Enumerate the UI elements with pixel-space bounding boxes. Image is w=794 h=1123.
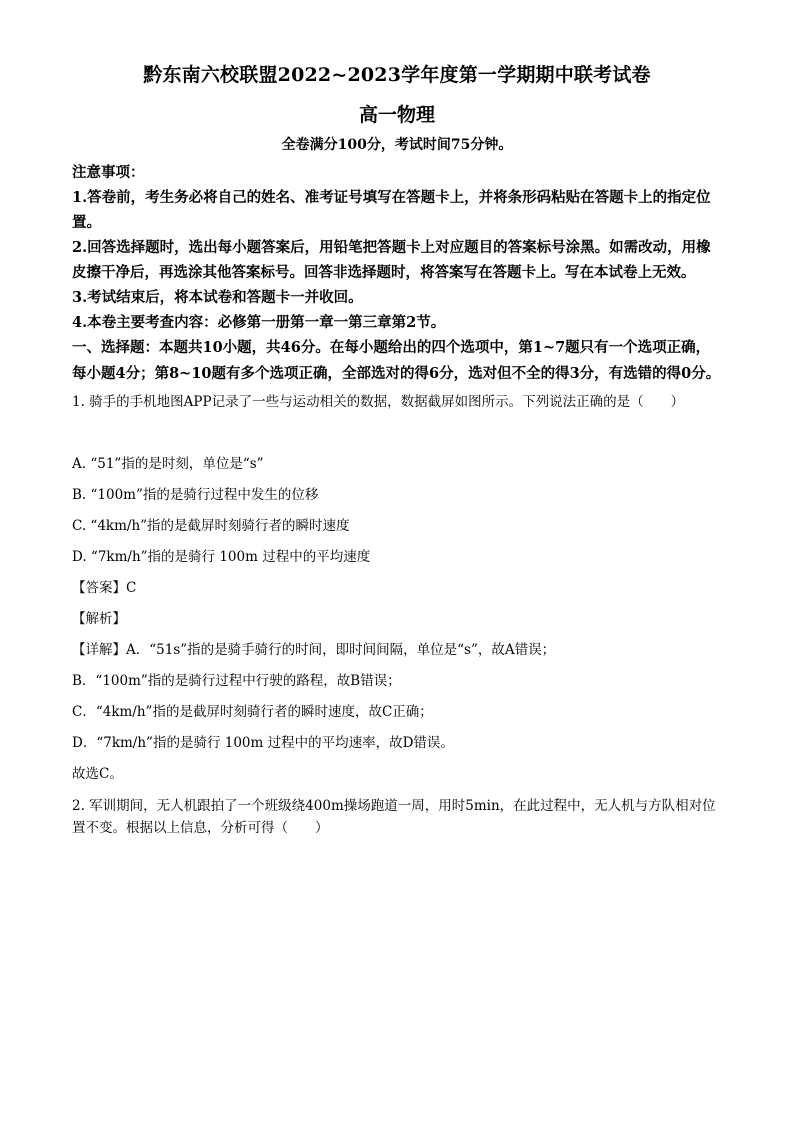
option-d: D. “7km/h”指的是骑行 100m 过程中的平均速度 bbox=[72, 549, 371, 565]
notice-item: 4.本卷主要考查内容：必修第一册第一章一第三章第2节。 bbox=[72, 314, 446, 331]
question-2 bbox=[72, 795, 722, 839]
answer-line: 【答案】C bbox=[72, 580, 137, 596]
question-stem: 1. 骑手的手机地图APP记录了一些与运动相关的数据，数据截屏如图所示。下列说法正确的是（ ） bbox=[72, 394, 685, 410]
score-time-note: 全卷满分100分，考试时间75分钟。 bbox=[281, 137, 513, 153]
option-c: C. “4km/h”指的是截屏时刻骑行者的瞬时速度 bbox=[72, 518, 350, 534]
notice-block bbox=[72, 160, 722, 335]
option-a: A. “51”指的是时刻，单位是“s” bbox=[72, 456, 264, 472]
option-b: B. “100m”指的是骑行过程中发生的位移 bbox=[72, 487, 319, 503]
subject-title: 高一物理 bbox=[358, 104, 435, 126]
detail-line: B．“100m”指的是骑行过程中行驶的路程，故B错误； bbox=[72, 673, 401, 689]
question-stem: 2. 军训期间，无人机跟拍了一个班级绕400m操场跑道一周，用时5min，在此过程中，无人机与方队相对位置不变。根据以上信息，分析可得（ ） bbox=[72, 798, 716, 836]
notice-item: 3.考试结束后，将本试卷和答题卡一并收回。 bbox=[72, 289, 363, 306]
question-1 bbox=[72, 391, 722, 785]
notice-heading: 注意事项： bbox=[72, 164, 145, 181]
section-heading: 一、选择题：本题共10小题，共46分。在每小题给出的四个选项中，第1~7题只有一个选项正确，每小题4分；第8~10题有多个选项正确，全部选对的得6分，选对但不全的得3分，有选错的得0分。 bbox=[72, 339, 721, 382]
detail-line: 【详解】A．“51s”指的是骑手骑行的时间，即时间间隔，单位是“s”，故A错误； bbox=[72, 642, 556, 658]
notice-item: 2.回答选择题时，选出每小题答案后，用铅笔把答题卡上对应题目的答案标号涂黑。如需改动，用橡皮擦干净后，再选涂其他答案标号。回答非选择题时，将答案写在答题卡上。写在本试卷上无效。 bbox=[72, 239, 711, 281]
figure-placeholder bbox=[72, 413, 722, 444]
conclusion-line: 故选C。 bbox=[72, 766, 123, 782]
detail-line: D．“7km/h”指的是骑行 100m 过程中的平均速率，故D错误。 bbox=[72, 735, 454, 751]
exam-title: 黔东南六校联盟2022~2023学年度第一学期期中联考试卷 bbox=[143, 64, 651, 86]
analysis-heading: 【解析】 bbox=[72, 611, 126, 627]
detail-line: C．“4km/h”指的是截屏时刻骑行者的瞬时速度，故C正确； bbox=[72, 704, 433, 720]
notice-item: 1.答卷前，考生务必将自己的姓名、准考证号填写在答题卡上，并将条形码粘贴在答题卡上的指定位置。 bbox=[72, 189, 711, 231]
